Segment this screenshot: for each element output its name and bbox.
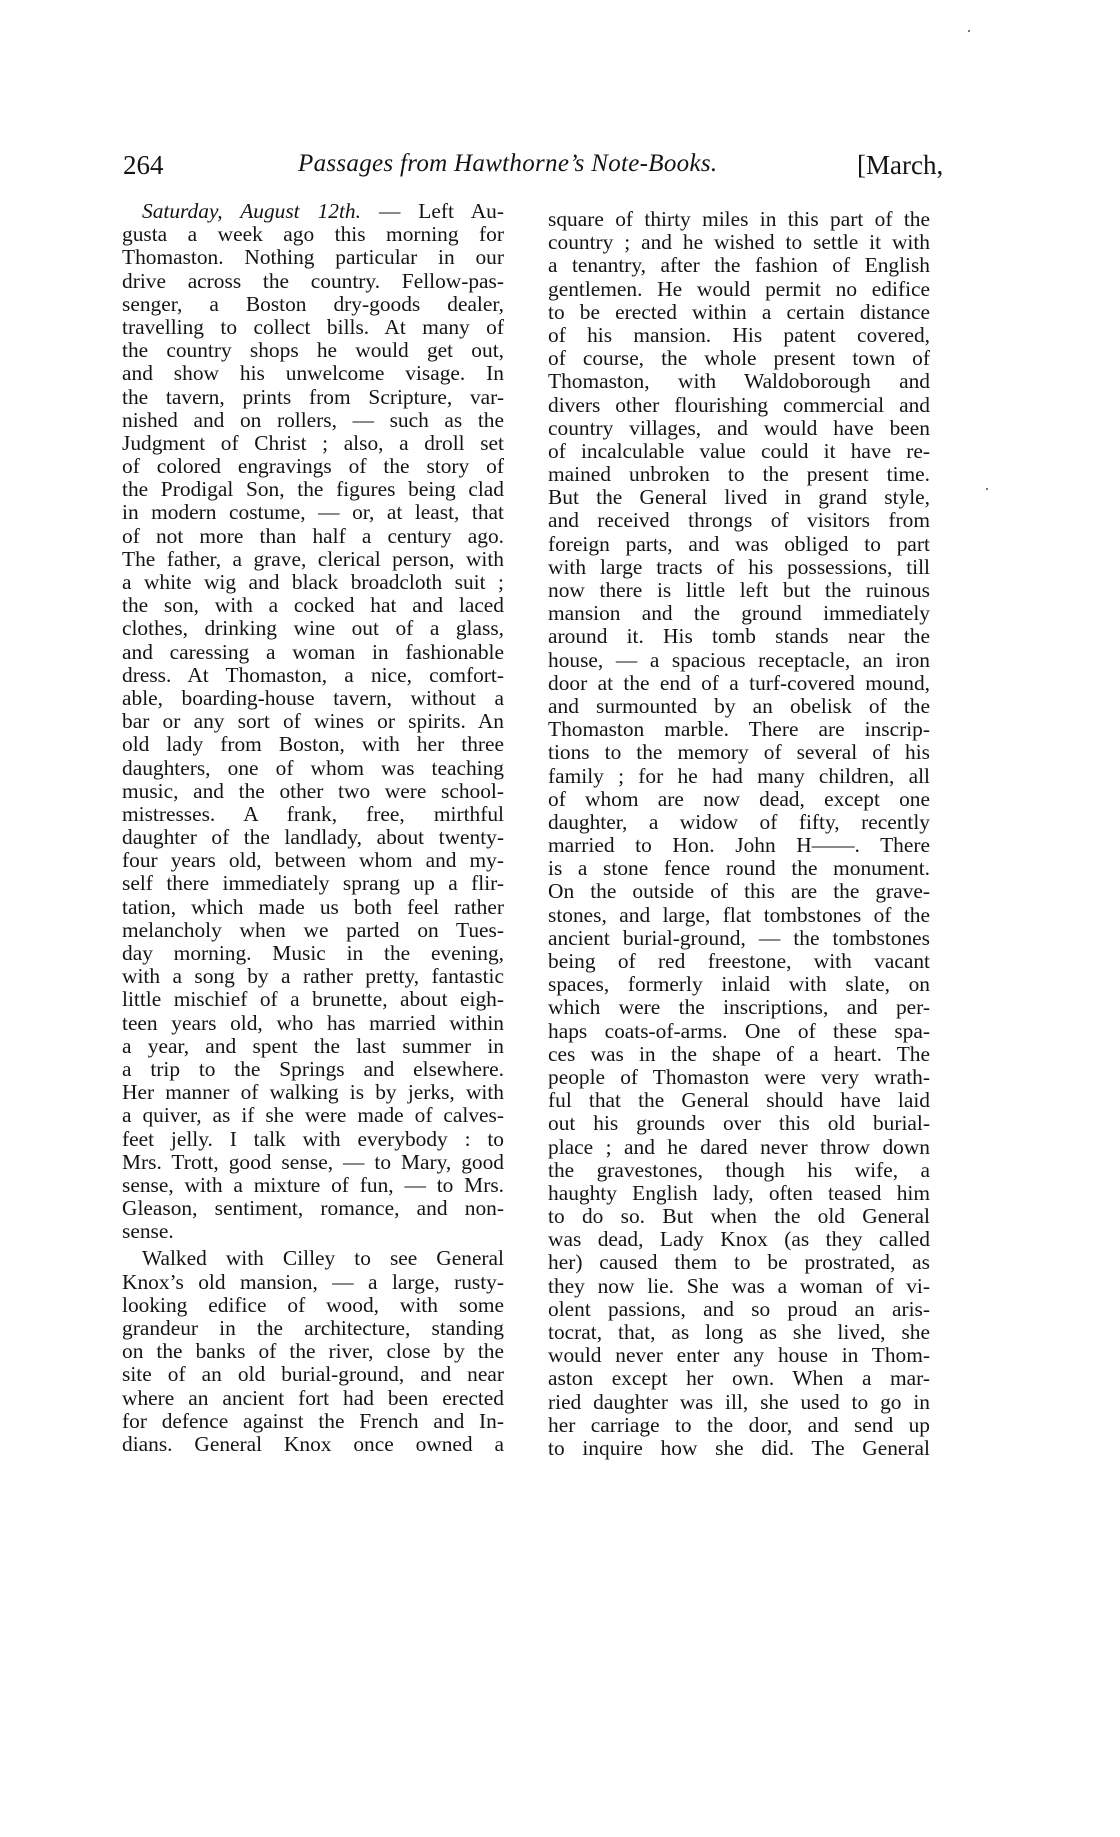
running-title: Passages from Hawthorne’s Note-Books.	[298, 150, 718, 177]
text-line: the Prodigal Son, the figures being clad	[122, 477, 504, 502]
text-line: to be erected within a certain distance	[548, 299, 930, 324]
text-line: Knox’s old mansion, — a large, rusty-	[122, 1269, 504, 1294]
text-line: a year, and spent the last summer in	[122, 1033, 504, 1058]
text-line: the gravestones, though his wife, a	[548, 1157, 930, 1182]
text-line: a tenantry, after the fashion of English	[548, 253, 930, 278]
text-line: four years old, between whom and my-	[122, 848, 504, 873]
text-line: feet jelly. I talk with everybody : to	[122, 1126, 504, 1151]
text-line: a trip to the Springs and elsewhere.	[122, 1056, 504, 1081]
text-line: ful that the General should have laid	[548, 1088, 930, 1113]
text-line: of his mansion. His patent covered,	[548, 322, 930, 347]
text-line: Gleason, sentiment, romance, and non-	[122, 1196, 504, 1221]
text-line: the tavern, prints from Scripture, var-	[122, 384, 504, 409]
text-line: her) caused them to be prostrated, as	[548, 1250, 930, 1275]
text-line: haps coats-of-arms. One of these spa-	[548, 1018, 930, 1043]
text-line: now there is little left but the ruinous	[548, 578, 930, 602]
text-line: self there immediately sprang up a flir-	[122, 871, 504, 896]
text-line: place ; and he dared never throw down	[548, 1134, 930, 1159]
paragraph	[122, 1247, 504, 1456]
text-line: is a stone fence round the monument.	[548, 856, 930, 881]
text-line: of whom are now dead, except one	[548, 786, 930, 811]
text-line: where an ancient fort had been erected	[122, 1385, 504, 1410]
text-line: daughter of the landlady, about twenty-	[122, 825, 504, 850]
text-line: sense.	[122, 1219, 174, 1244]
text-line: teen years old, who has married within	[122, 1010, 504, 1035]
text-line: a white wig and black broadcloth suit ;	[122, 570, 504, 594]
text-line: able, boarding-house tavern, without a	[122, 685, 504, 710]
scan-speck	[968, 30, 970, 32]
text-line: family ; for he had many children, all	[548, 763, 930, 788]
text-line: dress. At Thomaston, a nice, comfort-	[122, 662, 504, 687]
text-line: people of Thomaston were very wrath-	[548, 1064, 930, 1089]
text-line: which were the inscriptions, and per-	[548, 995, 930, 1020]
text-line: Her manner of walking is by jerks, with	[122, 1080, 504, 1105]
text-line: of course, the whole present town of	[548, 346, 930, 371]
text-line: of not more than half a century ago.	[122, 523, 504, 548]
text-line: ces was in the shape of a heart. The	[548, 1041, 930, 1066]
text-line: melancholy when we parted on Tues-	[122, 917, 504, 942]
text-line: out his grounds over this old burial-	[548, 1111, 930, 1136]
text-line: to do so. But when the old General	[548, 1204, 930, 1229]
text-line: drive across the country. Fellow-pas-	[122, 268, 504, 293]
text-line: Judgment of Christ ; also, a droll set	[122, 430, 504, 455]
text-line: in modern costume, — or, at least, that	[122, 500, 504, 525]
paragraph	[122, 200, 504, 1243]
text-line: clothes, drinking wine out of a glass,	[122, 616, 504, 641]
text-line: would never enter any house in Thom-	[548, 1343, 930, 1368]
text-line: of colored engravings of the story of	[122, 454, 504, 479]
text-line: On the outside of this are the grave-	[548, 879, 930, 904]
text-line: the son, with a cocked hat and laced	[122, 593, 504, 618]
text-line: stones, and large, flat tombstones of the	[548, 902, 930, 927]
text-line: site of an old burial-ground, and near	[122, 1362, 504, 1387]
text-line: Mrs. Trott, good sense, — to Mary, good	[122, 1149, 504, 1174]
text-line: divers other flourishing commercial and	[548, 392, 930, 417]
text-line: married to Hon. John H——. There	[548, 833, 930, 858]
text-line: senger, a Boston dry-goods dealer,	[122, 291, 504, 316]
text-line: and show his unwelcome visage. In	[122, 361, 504, 386]
text-line: Thomaston marble. There are inscrip-	[548, 717, 930, 742]
scan-speck	[986, 488, 988, 490]
text-line: Thomaston. Nothing particular in our	[122, 245, 504, 270]
text-line: sense, with a mixture of fun, — to Mrs.	[122, 1172, 504, 1197]
text-line: on the banks of the river, close by the	[122, 1339, 504, 1364]
text-line: travelling to collect bills. At many of	[122, 314, 504, 339]
text-line: nished and on rollers, — such as the	[122, 407, 504, 432]
text-line: olent passions, and so proud an aris-	[548, 1296, 930, 1321]
text-line: foreign parts, and was obliged to part	[548, 531, 930, 556]
text-line: was dead, Lady Knox (as they called	[548, 1227, 930, 1252]
running-date: [March,	[857, 150, 944, 180]
text-line: and caressing a woman in fashionable	[122, 639, 504, 664]
text-line: and surmounted by an obelisk of the	[548, 693, 930, 718]
text-line: around it. His tomb stands near the	[548, 624, 930, 649]
text-line: country ; and he wished to settle it with	[548, 230, 930, 255]
text-line: But the General lived in grand style,	[548, 485, 930, 510]
page-number: 264	[123, 150, 164, 180]
text-line: music, and the other two were school-	[122, 778, 504, 803]
text-line: little mischief of a brunette, about eigh-	[122, 987, 504, 1012]
text-line: gusta a week ago this morning for	[122, 222, 504, 247]
text-line: country villages, and would have been	[548, 415, 930, 440]
text-run: — Left Au-	[360, 199, 504, 223]
text-line: ried daughter was ill, she used to go in	[548, 1389, 930, 1414]
text-line: with a song by a rather pretty, fantastic	[122, 964, 504, 989]
text-line: door at the end of a turf-covered mound,	[548, 670, 930, 695]
text-line: The father, a grave, clerical person, with	[122, 546, 504, 571]
text-line: mained unbroken to the present time.	[548, 462, 930, 487]
text-line: tation, which made us both feel rather	[122, 894, 504, 919]
text-line: tocrat, that, as long as she lived, she	[548, 1320, 930, 1344]
left-column	[122, 200, 504, 1456]
text-line: a quiver, as if she were made of calves-	[122, 1103, 504, 1128]
text-line: dians. General Knox once owned a	[122, 1431, 504, 1456]
running-head	[0, 150, 1120, 190]
text-line: for defence against the French and In-	[122, 1408, 504, 1433]
text-line: grandeur in the architecture, standing	[122, 1316, 504, 1340]
text-line: looking edifice of wood, with some	[122, 1292, 504, 1317]
text-line: aston except her own. When a mar-	[548, 1366, 930, 1391]
text-line: daughters, one of whom was teaching	[122, 755, 504, 780]
text-line: with large tracts of his possessions, till	[548, 554, 930, 579]
text-line: gentlemen. He would permit no edifice	[548, 276, 930, 301]
text-line: they now lie. She was a woman of vi-	[548, 1273, 930, 1298]
entry-date: Saturday, August 12th.	[142, 199, 361, 223]
text-line: mansion and the ground immediately	[548, 601, 930, 626]
text-line: day morning. Music in the evening,	[122, 941, 504, 965]
text-line: being of red freestone, with vacant	[548, 949, 930, 973]
text-line: her carriage to the door, and send up	[548, 1412, 930, 1437]
text-line: ancient burial-ground, — the tombstones	[548, 925, 930, 950]
text-line: tions to the memory of several of his	[548, 740, 930, 765]
text-line: bar or any sort of wines or spirits. An	[122, 709, 504, 734]
text-line: square of thirty miles in this part of the	[548, 207, 930, 231]
text-line: of incalculable value could it have re-	[548, 438, 930, 463]
text-line: house, — a spacious receptacle, an iron	[548, 647, 930, 672]
text-line	[122, 200, 504, 223]
text-line: daughter, a widow of fifty, recently	[548, 809, 930, 834]
text-line: old lady from Boston, with her three	[122, 732, 504, 757]
text-line: mistresses. A frank, free, mirthful	[122, 801, 504, 826]
text-line: to inquire how she did. The General	[548, 1435, 930, 1460]
text-line: Walked with Cilley to see General	[142, 1246, 504, 1271]
text-line: haughty English lady, often teased him	[548, 1180, 930, 1205]
text-line: the country shops he would get out,	[122, 338, 504, 363]
text-line: and received throngs of visitors from	[548, 508, 930, 533]
right-column	[548, 208, 930, 1460]
text-line: Thomaston, with Waldoborough and	[548, 369, 930, 394]
text-line: spaces, formerly inlaid with slate, on	[548, 972, 930, 997]
